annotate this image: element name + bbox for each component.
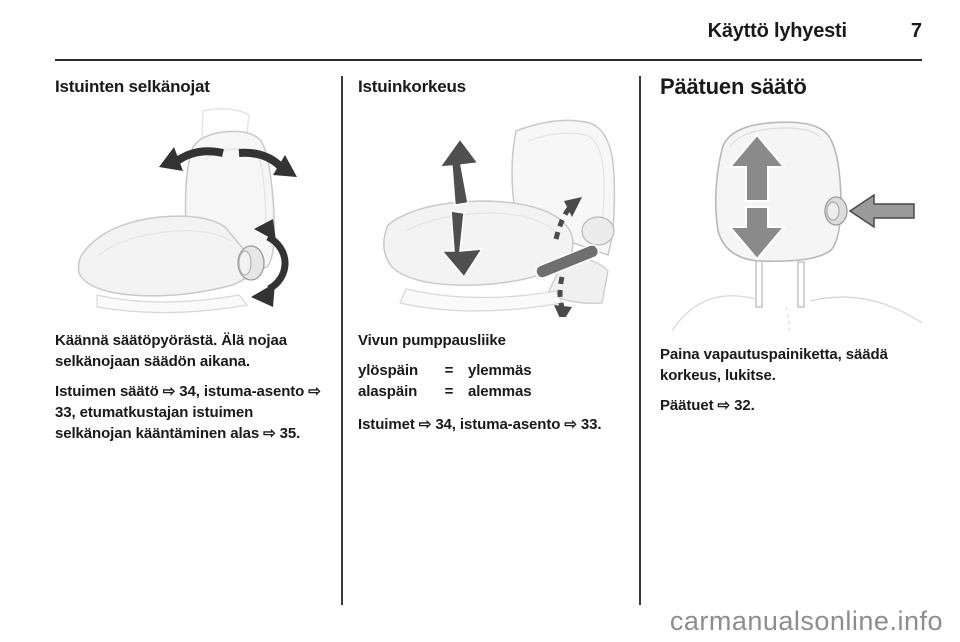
- equals-sign: =: [444, 362, 454, 379]
- column-body: [358, 330, 634, 435]
- column-body: [660, 344, 936, 416]
- body-paragraph: Istuimet ⇨ 34, istuma-asento ⇨ 33.: [358, 416, 602, 433]
- column-body: [55, 330, 331, 444]
- seat-height-figure: [358, 105, 634, 317]
- column-heading: Istuinkorkeus: [358, 77, 466, 96]
- watermark: carmanualsonline.info: [669, 606, 943, 636]
- column-divider: [341, 76, 343, 605]
- column-headrest-adjustment: [660, 74, 936, 425]
- definition-value: alemmas: [468, 383, 532, 400]
- column-divider: [639, 76, 641, 605]
- definition-term: ylöspäin: [358, 362, 419, 379]
- body-paragraph: Käännä säätöpyörästä. Älä nojaa selkänojaan säädön aikana.: [55, 332, 287, 370]
- seat-backrest-figure: [55, 105, 331, 317]
- equals-sign: =: [444, 383, 454, 400]
- definition-term: alaspäin: [358, 383, 418, 400]
- body-paragraph: Päätuet ⇨ 32.: [660, 397, 755, 414]
- column-seat-height: [358, 74, 634, 444]
- headrest-figure: [660, 109, 936, 331]
- definition-row: [358, 360, 634, 381]
- seat-height-illustration: [358, 105, 634, 317]
- header-rule: [55, 59, 922, 61]
- headrest-illustration: [660, 109, 936, 331]
- seat-backrest-illustration: [55, 105, 331, 317]
- body-lead: Vivun pumppausliike: [358, 332, 506, 349]
- column-seat-backrests: [55, 74, 331, 453]
- page-title: Käyttö lyhyesti: [707, 20, 847, 42]
- page-header: [55, 20, 922, 43]
- body-paragraph: Paina vapautuspainiketta, säädä korkeus, lukitse.: [660, 346, 888, 384]
- definition-row: [358, 381, 634, 402]
- section-heading: Päätuen säätö: [660, 74, 807, 99]
- column-heading: Istuinten selkänojat: [55, 77, 210, 96]
- page-number: 7: [910, 20, 922, 42]
- definition-value: ylemmäs: [468, 362, 532, 379]
- definition-table: [358, 360, 634, 402]
- body-paragraph: Istuimen säätö ⇨ 34, istuma-asento ⇨ 33, etumatkustajan istuimen selkänojan kääntäminen alas ⇨ 35.: [55, 383, 321, 442]
